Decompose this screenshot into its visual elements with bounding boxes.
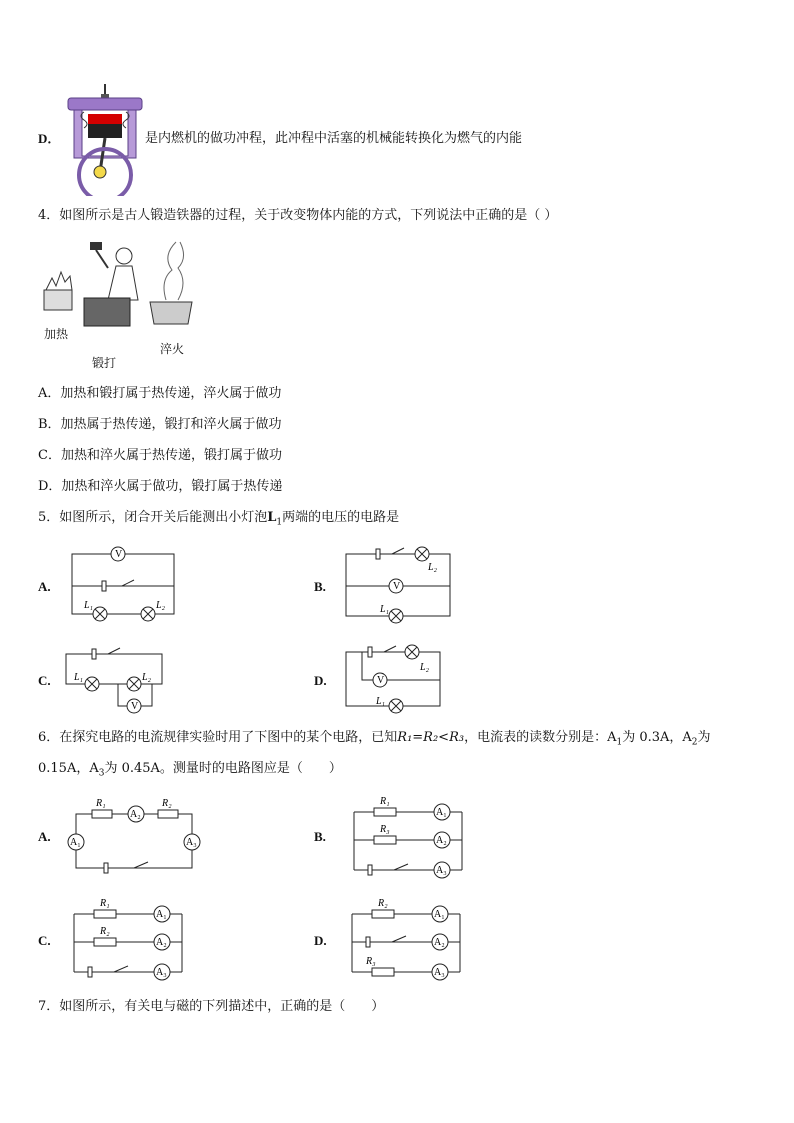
q6-stem-part1: 6．在探究电路的电流规律实验时用了下图中的某个电路，已知	[38, 730, 398, 745]
q6-circuit-b	[346, 792, 470, 884]
q4-option-c: C．加热和淬火属于热传递，锻打属于做功	[38, 448, 282, 463]
engine-power-stroke-figure	[62, 80, 148, 196]
q4-option-d: D．加热和淬火属于做功，锻打属于热传递	[38, 479, 283, 494]
q6d-r2-label: R₂	[378, 898, 388, 909]
q6a-a3-label: A₃	[186, 837, 197, 848]
q6-stem-line1	[38, 729, 711, 752]
q5-circuit-a	[64, 542, 182, 628]
q6-option-b-label: B.	[314, 829, 326, 844]
q6-a3-sub: 3	[98, 768, 105, 779]
q6-a2-value: 0.15A，A	[38, 761, 99, 776]
q5d-l1-label: L₁	[376, 696, 386, 707]
q6-stem-part2: ，电流表的读数分别是：A	[464, 730, 617, 745]
q6d-r3-label: R₃	[366, 956, 376, 967]
q6-a3-value: 为 0.45A。测量时的电路图应是（ ）	[104, 761, 342, 776]
q6-stem-line2	[38, 760, 342, 783]
q6-resistor-relation: R₁=R₂<R₃	[397, 730, 465, 745]
q5c-l2-label: L₂	[142, 672, 152, 683]
q5-option-d-label: D.	[314, 673, 327, 688]
q5-stem	[38, 509, 399, 532]
q5-stem-prefix: 5．如图所示，闭合开关后能测出小灯泡	[38, 510, 268, 525]
q5a-l1-label: L₁	[84, 600, 94, 611]
q6b-a1-label: A₁	[436, 807, 447, 818]
q5-stem-suffix: 两端的电压的电路是	[282, 510, 400, 525]
q6d-a2-label: A₂	[434, 937, 445, 948]
q6b-r3-label: R₃	[380, 824, 390, 835]
figure-label-quench: 淬火	[160, 342, 185, 356]
q6-a2-word: 为	[697, 730, 711, 745]
q6b-a2-label: A₂	[436, 835, 447, 846]
q6d-a3-label: A₃	[434, 967, 445, 978]
q6-circuit-d	[344, 894, 468, 986]
q6c-a1-label: A₁	[156, 909, 167, 920]
q6b-a3-label: A₃	[436, 865, 447, 876]
q5d-voltmeter-v: V	[377, 675, 385, 686]
q5-stem-l: L	[267, 510, 277, 525]
figure-label-forge: 锻打	[92, 356, 117, 370]
q6-a1-sub: 1	[616, 737, 623, 748]
q6b-r1-label: R₁	[380, 796, 390, 807]
q4-stem: 4．如图所示是古人锻造铁器的过程，关于改变物体内能的方式，下列说法中正确的是（ ）	[38, 208, 558, 223]
q4-option-b: B．加热属于热传递，锻打和淬火属于做功	[38, 417, 282, 432]
q5-circuit-d	[340, 640, 448, 720]
q5a-l2-label: L₂	[156, 600, 166, 611]
q6-option-a-label: A.	[38, 829, 51, 844]
q6c-a2-label: A₂	[156, 937, 167, 948]
q6a-a1-label: A₁	[70, 837, 81, 848]
q6-a2-sub: 2	[691, 737, 698, 748]
q6d-a1-label: A₁	[434, 909, 445, 920]
q7-stem: 7．如图所示，有关电与磁的下列描述中，正确的是（ ）	[38, 999, 385, 1014]
q5c-l1-label: L₁	[74, 672, 84, 683]
q5-option-c-label: C.	[38, 673, 51, 688]
q6c-r1-label: R₁	[100, 898, 110, 909]
figure-label-heat: 加热	[44, 327, 69, 341]
q5b-voltmeter-v: V	[393, 581, 401, 592]
q5b-l2-label: L₂	[428, 562, 438, 573]
q5a-voltmeter-v: V	[115, 549, 123, 560]
q5d-l2-label: L₂	[420, 662, 430, 673]
q6a-a2-label: A₂	[130, 809, 141, 820]
q5-option-a-label: A.	[38, 579, 51, 594]
q6-circuit-c	[66, 894, 190, 986]
q6-option-d-label: D.	[314, 933, 327, 948]
q6a-r2-label: R₂	[162, 798, 172, 809]
q3-option-d-label: D．	[38, 131, 61, 146]
q6c-r2-label: R₂	[100, 926, 110, 937]
q4-option-a: A．加热和锻打属于热传递，淬火属于做功	[38, 386, 282, 401]
q5c-voltmeter-v: V	[131, 701, 139, 712]
q6-a1-value: 为 0.3A，A	[622, 730, 692, 745]
q6-option-c-label: C.	[38, 933, 51, 948]
q5-stem-sub: 1	[276, 517, 283, 528]
q5b-l1-label: L₁	[380, 604, 390, 615]
q5-option-b-label: B.	[314, 579, 326, 594]
q6c-a3-label: A₃	[156, 967, 167, 978]
q6a-r1-label: R₁	[96, 798, 106, 809]
q5-circuit-c	[62, 644, 168, 718]
q5-circuit-b	[340, 540, 456, 628]
q3-option-d-text: 是内燃机的做功冲程，此冲程中活塞的机械能转换化为燃气的内能	[145, 131, 523, 146]
q6-circuit-a	[64, 794, 204, 878]
